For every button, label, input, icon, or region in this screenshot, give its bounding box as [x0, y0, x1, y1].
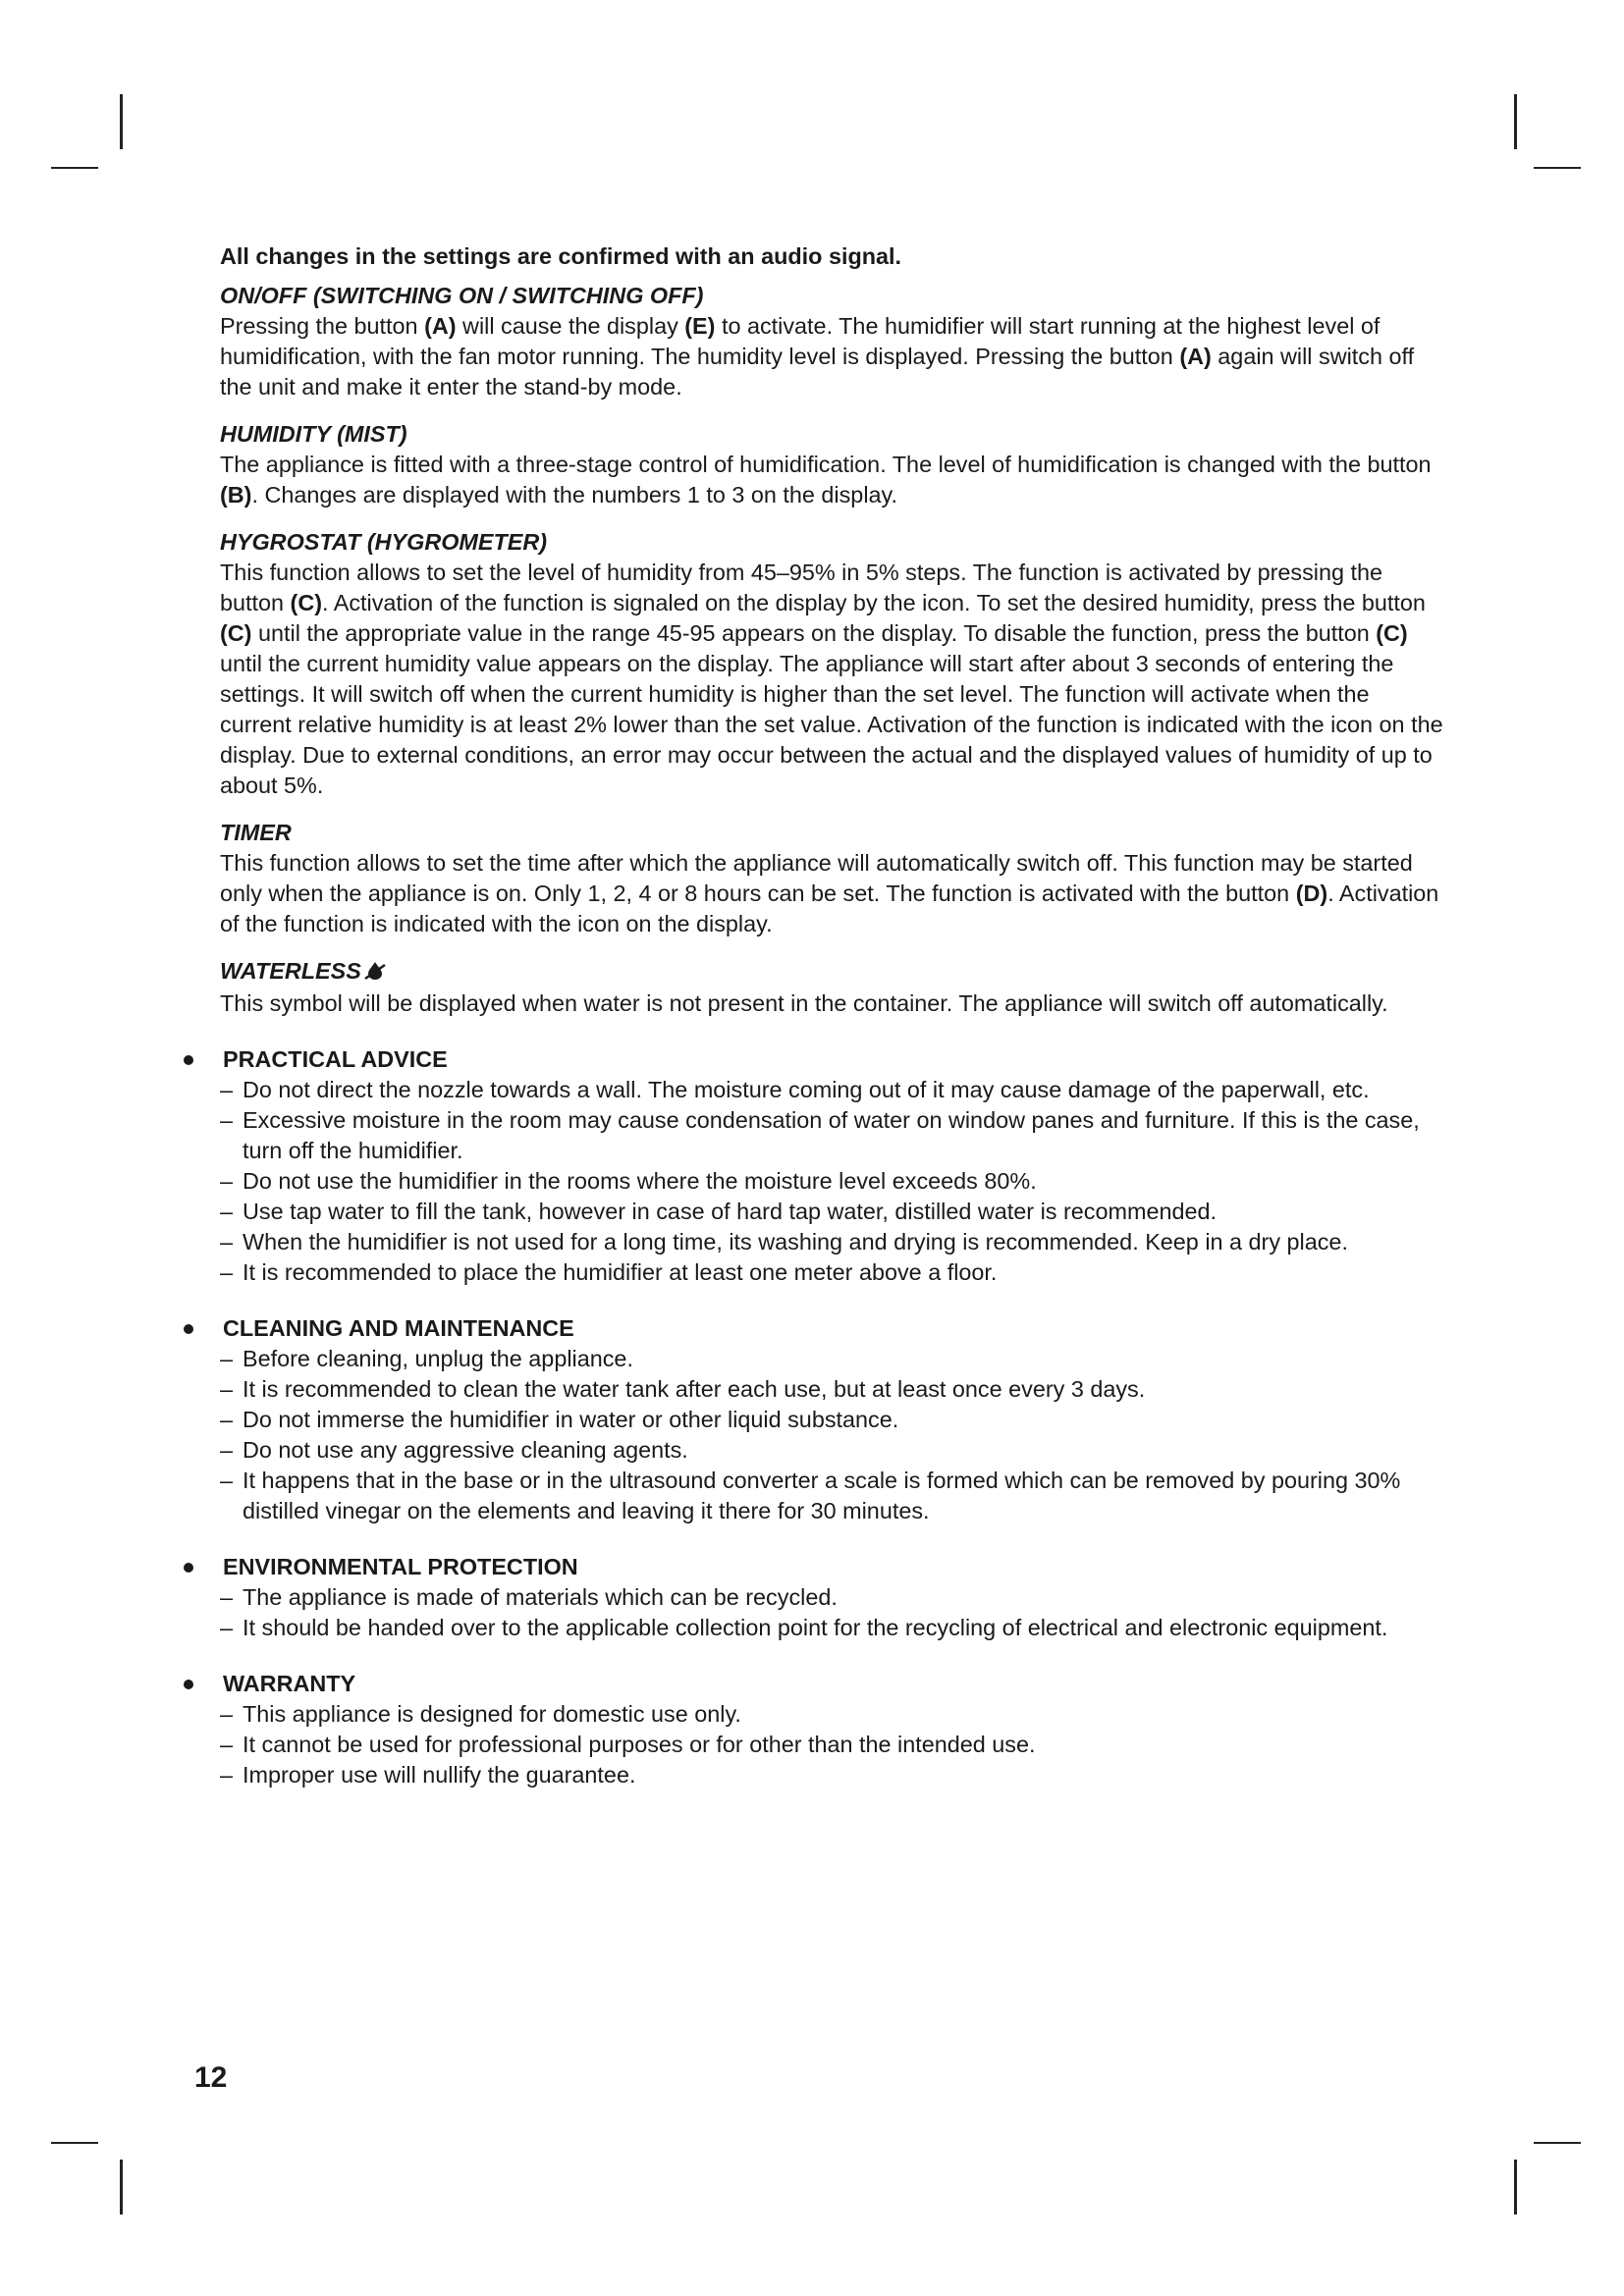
button-reference: (C) — [290, 590, 323, 615]
advice-group — [220, 1669, 1443, 1790]
section-body — [220, 311, 1443, 402]
list-item: – It is recommended to clean the water tank after each use, but at least once every 3 days. — [220, 1374, 1443, 1405]
body-text: will cause the display — [456, 313, 685, 339]
group-heading — [220, 1044, 1443, 1075]
body-text: This symbol will be displayed when water is not present in the container. The appliance will switch off automatically. — [220, 990, 1388, 1016]
intro-text: All changes in the settings are confirmed with an audio signal. — [220, 243, 902, 269]
section-heading-text: WATERLESS — [220, 958, 361, 984]
body-text: to activate. The humidifier will start running at the highest level of humidification, with the fan motor running. The humidity level is displayed. Pressing the button — [220, 313, 1380, 369]
bullet-icon — [184, 1563, 193, 1573]
section-heading-text: HUMIDITY (MIST) — [220, 421, 407, 447]
body-text: This function allows to set the time after which the appliance will automatically switch off. This function may be started only when the appliance is on. Only 1, 2, 4 or 8 hours can be set. The function is activated with the button — [220, 850, 1413, 906]
button-reference: (A) — [1179, 344, 1212, 369]
group-heading — [220, 1552, 1443, 1582]
group-heading — [220, 1313, 1443, 1344]
crop-mark — [120, 94, 123, 149]
advice-group — [220, 1044, 1443, 1288]
function-sections — [220, 281, 1443, 1019]
advice-list — [220, 1582, 1443, 1643]
body-text: This function allows to set the level of humidity from 45–95% in 5% steps. The function is activated by pressing the button — [220, 560, 1383, 615]
list-item: – Do not direct the nozzle towards a wall. The moisture coming out of it may cause damage of the paperwall, etc. — [220, 1075, 1443, 1105]
body-text: until the current humidity value appears on the display. The appliance will start after about 3 seconds of entering the settings. It will switch off when the current humidity is higher than the set level. The function will activate when the current relative humidity is at least 2% lower than the set value. Activation of the function is indicated with the icon on the display. Due to external conditions, an error may occur between the actual and the displayed values of humidity of up to about 5%. — [220, 651, 1443, 798]
section-body — [220, 988, 1443, 1019]
crop-mark — [1534, 2142, 1581, 2144]
section-body — [220, 848, 1443, 939]
button-reference: (C) — [220, 620, 252, 646]
section-heading-text: TIMER — [220, 820, 292, 845]
crop-mark — [51, 2142, 98, 2144]
list-item: – Do not use any aggressive cleaning agents. — [220, 1435, 1443, 1466]
bullet-icon — [184, 1324, 193, 1334]
advice-groups — [220, 1044, 1443, 1790]
group-heading-text: PRACTICAL ADVICE — [223, 1046, 448, 1072]
section-heading — [220, 818, 1443, 848]
body-text: The appliance is fitted with a three-stage control of humidification. The level of humidification is changed with the button — [220, 452, 1432, 477]
water-drop-icon — [363, 958, 387, 988]
list-item: – This appliance is designed for domestic use only. — [220, 1699, 1443, 1730]
body-text: until the appropriate value in the range 45-95 appears on the display. To disable the function, press the button — [251, 620, 1377, 646]
list-item: – Excessive moisture in the room may cause condensation of water on window panes and furniture. If this is the case, turn off the humidifier. — [220, 1105, 1443, 1166]
button-reference: (B) — [220, 482, 252, 507]
body-text: . Activation of the function is signaled on the display by the icon. To set the desired humidity, press the button — [322, 590, 1426, 615]
advice-list — [220, 1075, 1443, 1288]
section-heading-text: ON/OFF (SWITCHING ON / SWITCHING OFF) — [220, 283, 704, 308]
crop-mark — [1514, 2160, 1517, 2215]
section-heading — [220, 281, 1443, 311]
advice-group — [220, 1552, 1443, 1643]
crop-mark — [120, 2160, 123, 2215]
body-text: Pressing the button — [220, 313, 425, 339]
list-item: – Before cleaning, unplug the appliance. — [220, 1344, 1443, 1374]
group-heading-text: WARRANTY — [223, 1671, 356, 1696]
section-heading — [220, 956, 1443, 988]
group-heading-text: CLEANING AND MAINTENANCE — [223, 1315, 574, 1341]
list-item: – It happens that in the base or in the ultrasound converter a scale is formed which can be removed by pouring 30% distilled vinegar on the elements and leaving it there for 30 minutes. — [220, 1466, 1443, 1526]
bullet-icon — [184, 1055, 193, 1065]
button-reference: (C) — [1376, 620, 1408, 646]
page-content — [220, 241, 1443, 1790]
crop-mark — [1534, 167, 1581, 169]
body-text: again will switch off the unit and make it enter the stand-by mode. — [220, 344, 1415, 400]
section-heading — [220, 419, 1443, 450]
page-number: 12 — [194, 2061, 228, 2094]
section-body — [220, 558, 1443, 801]
button-reference: (D) — [1295, 881, 1328, 906]
body-text: . Changes are displayed with the numbers 1 to 3 on the display. — [251, 482, 897, 507]
group-heading-text: ENVIRONMENTAL PROTECTION — [223, 1554, 578, 1579]
crop-mark — [51, 167, 98, 169]
group-heading — [220, 1669, 1443, 1699]
advice-group — [220, 1313, 1443, 1526]
list-item: – The appliance is made of materials which can be recycled. — [220, 1582, 1443, 1613]
advice-list — [220, 1344, 1443, 1526]
advice-list — [220, 1699, 1443, 1790]
crop-mark — [1514, 94, 1517, 149]
bullet-icon — [184, 1680, 193, 1689]
list-item: – When the humidifier is not used for a long time, its washing and drying is recommended. Keep in a dry place. — [220, 1227, 1443, 1257]
section-heading — [220, 527, 1443, 558]
list-item: – It is recommended to place the humidifier at least one meter above a floor. — [220, 1257, 1443, 1288]
list-item: – Use tap water to fill the tank, however in case of hard tap water, distilled water is recommended. — [220, 1197, 1443, 1227]
section-heading-text: HYGROSTAT (HYGROMETER) — [220, 529, 548, 555]
list-item: – Do not use the humidifier in the rooms where the moisture level exceeds 80%. — [220, 1166, 1443, 1197]
body-text: . Activation of the function is indicated with the icon on the display. — [220, 881, 1439, 936]
list-item: – It should be handed over to the applicable collection point for the recycling of electrical and electronic equipment. — [220, 1613, 1443, 1643]
button-reference: (E) — [684, 313, 716, 339]
list-item: – Improper use will nullify the guarantee. — [220, 1760, 1443, 1790]
list-item: – Do not immerse the humidifier in water or other liquid substance. — [220, 1405, 1443, 1435]
list-item: – It cannot be used for professional purposes or for other than the intended use. — [220, 1730, 1443, 1760]
section-body — [220, 450, 1443, 510]
button-reference: (A) — [424, 313, 457, 339]
